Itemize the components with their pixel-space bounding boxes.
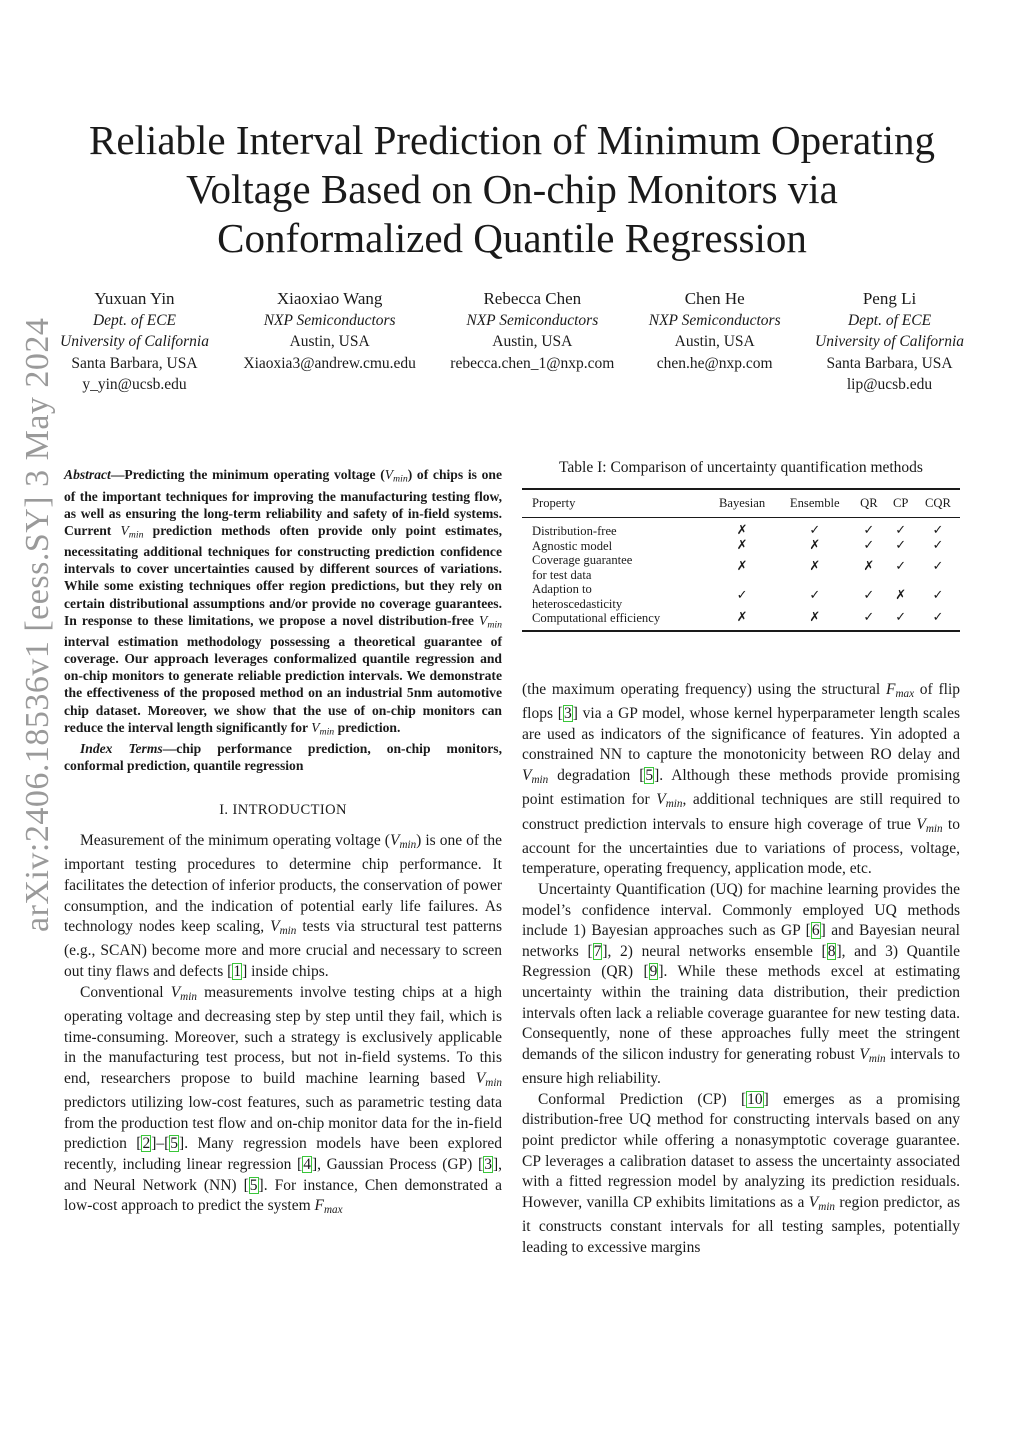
left-column [64,466,502,1221]
author-name: Chen He [684,289,745,308]
author-name: Rebecca Chen [483,289,582,308]
cp-paragraph: Conformal Prediction (CP) [10] emerges as a promising distribution-free UQ method for constructing intervals based on any point predictor while offering a nonasymptotic coverage guarantee. CP leverages a calibration dataset to assess the uncertainty associated with a fitted regression model by analyzing its prediction residuals. However, vanilla CP exhibits limitations as a $V_{min}$ region predictor, as it constructs constant intervals for all testing samples, potentially leading to excessive margins [522,1090,960,1256]
author-organization: University of California [815,333,964,351]
check-mark: ✓ [932,559,944,575]
right-column [522,458,960,1258]
table-row-label-line: Adaption to [532,582,592,597]
check-mark: ✓ [932,610,944,626]
table-header-cell: CQR [924,495,951,510]
author-organization: NXP Semiconductors [466,312,599,329]
author-block [649,288,781,395]
vmin-symbol: $V_{min}$ [311,719,335,738]
table-caption: Table I: Comparison of uncertainty quantification methods [559,459,923,476]
table-header-cell: QR [860,495,878,510]
vmin-symbol: $V_{min}$ [522,766,549,786]
author-location: Santa Barbara, USA [71,354,198,372]
vmin-symbol: $V_{min}$ [389,831,417,851]
citation-link[interactable]: 5 [170,1135,179,1153]
table-header-cell: Property [532,495,576,510]
fmax-symbol: $F_{max}$ [314,1197,343,1216]
abstract [64,466,502,740]
table-row-label-line: Agnostic model [532,538,613,553]
vmin-symbol: $V_{min}$ [384,467,408,485]
table-row-label [522,611,707,631]
author-location: Austin, USA [674,333,755,351]
cross-mark: ✗ [736,523,748,539]
table-row-label-line: Coverage guarantee [532,553,633,568]
check-mark: ✓ [736,588,748,604]
arxiv-watermark: arXiv:2406.18536v1 [eess.SY] 3 May 2024 [19,317,56,932]
check-mark: ✓ [809,523,821,539]
citation-link[interactable]: 6 [811,922,820,940]
citation-link[interactable]: 5 [249,1176,258,1194]
cross-mark: ✗ [863,559,875,575]
table-header-cell: Bayesian [718,495,766,510]
cross-mark: ✗ [736,537,748,553]
check-mark: ✓ [895,523,907,539]
author-name: Yuxuan Yin [94,289,175,308]
citation-link[interactable]: 8 [827,942,836,960]
cross-mark: ✗ [895,588,907,604]
table-row-label-line: Computational efficiency [532,611,661,626]
table-row [522,582,960,611]
table-row-label [522,539,707,554]
author-block [815,288,964,395]
check-mark: ✓ [895,559,907,575]
vmin-symbol: $V_{min}$ [859,1045,886,1065]
cross-mark: ✗ [809,537,821,553]
check-mark: ✓ [809,588,821,604]
table-row-label-line: heteroscedasticity [532,596,623,611]
comparison-table [522,488,960,632]
table-row [522,539,960,554]
table-header-row [522,489,960,518]
author-email: Xiaoxia3@andrew.cmu.edu [243,354,416,372]
author-name: Xiaoxiao Wang [276,289,383,308]
abstract-text: prediction methods often provide only point estimates, necessitating additional techniques for constructing prediction confidence intervals to cover uncertainties caused by different sources of variations. While some existing techniques offer region predictions, but they rely on certain distributional assumptions and/or provide no coverage guarantees. In response to these limitations, we propose a novel distribution-free [64,522,502,628]
vmin-symbol: $V_{min}$ [656,791,683,810]
table-header-cell: CP [892,495,909,510]
section-heading-introduction: I. INTRODUCTION [219,802,347,819]
check-mark: ✓ [932,588,944,604]
check-mark: ✓ [895,610,907,626]
citation-link[interactable]: 5 [645,766,654,784]
citation-link[interactable]: 10 [747,1090,763,1108]
table-row [522,553,960,582]
abstract-text: interval estimation methodology possessing a theoretical guarantee of coverage. Our approach leverages conformalized quantile regression and on-chip monitors to generate reliable prediction intervals. We demonstrate the effectiveness of the proposed method on an industrial 5nm automotive chip dataset. Moreover, we show that the use of on-chip monitors can reduce the interval length significantly for [64,634,502,735]
intro-paragraph: Measurement of the minimum operating voltage $(V_{min})$ is one of the important testing procedures to determine chip performance. It facilitates the detection of inferior products, the conservation of power consumption, and the indication of potential early life failures. As technology nodes keep scaling, $V_{min}$ tests via structural test patterns (e.g., SCAN) become more and more crucial and necessary to screen out tiny flaws and defects [1] inside chips. [64,831,502,981]
author-location: Austin, USA [289,333,370,351]
author-location: Austin, USA [492,333,573,351]
check-mark: ✓ [863,537,875,553]
vmin-symbol: $V_{min}$ [916,815,943,835]
abstract-text: ) of chips is one of the important techniques for improving the manufacturing testing flow, as well as ensuring the long-term reliability and safety of in-field systems. Current [64,467,502,538]
author-organization: NXP Semiconductors [263,312,396,329]
table-header-cell: Ensemble [789,495,840,510]
abstract-label: Abstract [64,467,111,482]
vmin-symbol: $V_{min}$ [270,918,297,937]
table-row [522,518,960,539]
author-block [450,288,614,395]
table-row-label [522,518,707,539]
author-location: Santa Barbara, USA [826,354,953,372]
table-row-label-line: for test data [532,567,592,582]
paper-title: Reliable Interval Prediction of Minimum Operating Voltage Based on On-chip Monitors via Conformalized Quantile Regression [89,117,935,261]
check-mark: ✓ [863,588,875,604]
citation-link[interactable]: 9 [649,963,658,981]
cross-mark: ✗ [736,559,748,575]
check-mark: ✓ [863,610,875,626]
cross-mark: ✗ [809,559,821,575]
citation-link[interactable]: 2 [142,1135,151,1153]
citation-link[interactable]: 3 [563,704,572,722]
index-terms-label: Index Terms [80,741,163,757]
cross-mark: ✗ [809,610,821,626]
author-email: y_yin@ucsb.edu [82,375,187,393]
citation-link[interactable]: 7 [593,942,602,960]
author-email: rebecca.chen_1@nxp.com [450,354,615,372]
author-department: Dept. of ECE [847,312,932,329]
citation-link[interactable]: 3 [484,1155,492,1173]
vmin-symbol: $V_{min}$ [479,612,502,631]
author-organization: University of California [60,333,209,351]
fmax-symbol: $F_{max}$ [885,680,915,700]
author-list [60,288,964,395]
citation-link[interactable]: 1 [233,963,242,981]
table-row-label-line: Distribution-free [532,524,617,539]
vmin-symbol: $V_{min}$ [120,522,144,541]
intro-paragraph: Conventional $V_{min}$ measurements involve testing chips at a high operating voltage and decreasing step by step until they fail, which is time-consuming. Moreover, such a strategy is exclusively applicable in the manufacturing test process, but not in-field systems. To this end, researchers propose to build machine learning based $V_{min}$ predictors utilizing low-cost features, such as parametric testing data from the production test flow and on-chip monitor data for the in-field prediction [2]–[5]. Many regression models have been explored recently, including linear regression [4], Gaussian Process (GP) [3], and Neural Network (NN) [5]. For instance, Chen demonstrated a low-cost approach to predict the system $F_{max}$ [64,983,502,1216]
author-name: Peng Li [862,289,917,308]
abstract-text: —Predicting the minimum operating voltage ( [110,467,385,482]
table-row [522,611,960,631]
abstract-text: prediction. [334,719,401,735]
table-row-label [522,553,707,582]
index-terms [64,740,502,774]
author-block [243,288,416,395]
check-mark: ✓ [932,537,944,553]
author-email: chen.he@nxp.com [656,354,773,372]
vmin-symbol: $V_{min}$ [170,983,197,1003]
vmin-symbol: $V_{min}$ [475,1069,502,1089]
cross-mark: ✗ [736,610,748,626]
author-department: Dept. of ECE [92,312,177,329]
uq-paragraph: Uncertainty Quantification (UQ) for machine learning provides the model’s confidence interval. Commonly employed UQ methods include 1) Bayesian approaches such as GP [6] and Bayesian neural networks [7], 2) neural networks ensemble [8], and 3) Quantile Regression (QR) [9]. While these methods excel at estimating uncertainty within the training data distribution, their prediction intervals often lack a reliable coverage guarantee for new testing data. Consequently, none of these approaches fully meet the stringent demands of the silicon industry for generating robust $V_{min}$ intervals to ensure high reliability. [522,881,961,1088]
citation-link[interactable]: 4 [303,1155,311,1173]
check-mark: ✓ [863,523,875,539]
check-mark: ✓ [932,523,944,539]
vmin-symbol: $V_{min}$ [808,1193,835,1213]
author-email: lip@ucsb.edu [846,375,933,393]
intro-paragraph-continued: (the maximum operating frequency) using the structural $F_{max}$ of flip flops [3] via a GP model, whose kernel hyperparameter length scales are used as indicators of the significance of features. Yin adopted a constrained NN to capture the monotonicity between RO delay and $V_{min}$ degradation [5]. Although these methods provide promising point estimation for $V_{min}$, additional techniques are still required to construct prediction intervals to ensure high coverage of true $V_{min}$ to account for the uncertainties due to variations of process, voltage, temperature, operating frequency, application mode, etc. [522,680,961,878]
author-organization: NXP Semiconductors [648,312,781,329]
table-row-label [522,582,707,611]
index-terms-text: —chip performance prediction, on-chip monitors, conformal prediction, quantile regression [64,741,502,774]
check-mark: ✓ [895,537,907,553]
author-block [60,288,209,395]
